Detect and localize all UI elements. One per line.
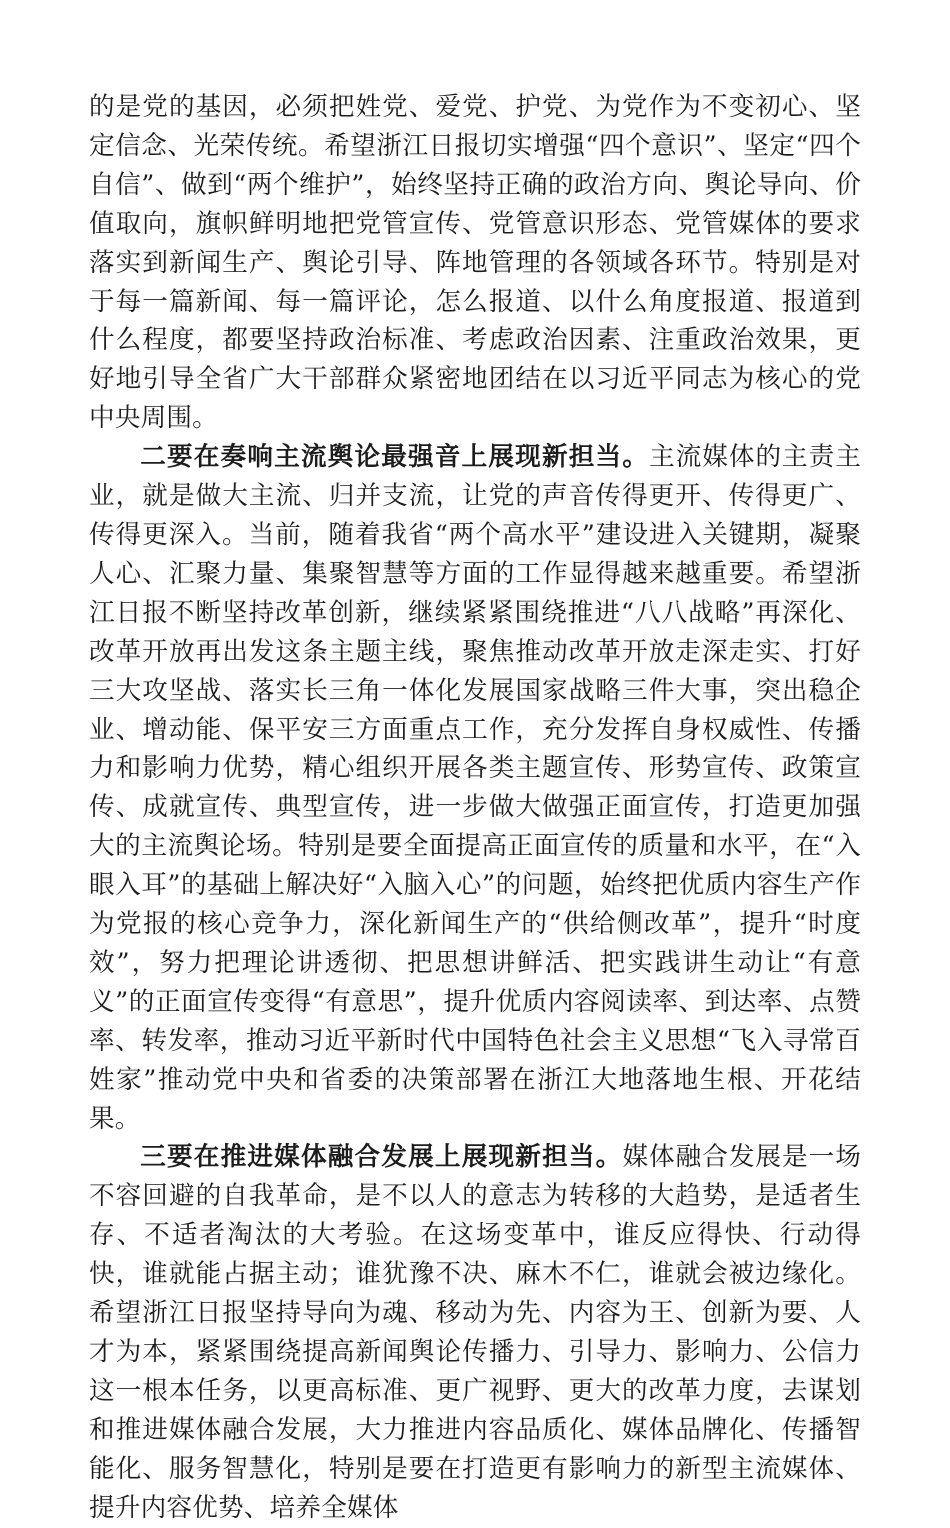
paragraph-2-lead: 二要在奏响主流舆论最强音上展现新担当。 [140, 442, 650, 473]
paragraph-2-body: 主流媒体的主责主业，就是做大主流、归并支流，让党的声音传得更开、传得更广、传得更深入。当前，随着我省“两个高水平”建设进入关键期，凝聚人心、汇聚力量、集聚智慧等方面的工作显得越来越重要。希望浙江日报不断坚持改革创新，继续紧紧围绕推进“八八战略”再深化、改革开放再出发这条主题主线，聚焦推动改革开放走深走实、打好三大攻坚战、落实长三角一体化发展国家战略三件大事，突出稳企业、增动能、保平安三方面重点工作，充分发挥自身权威性、传播力和影响力优势，精心组织开展各类主题宣传、形势宣传、政策宣传、成就宣传、典型宣传，进一步做大做强正面宣传，打造更加强大的主流舆论场。特别是要全面提高正面宣传的质量和水平，在“入眼入耳”的基础上解决好“入脑入心”的问题，始终把优质内容生产作为党报的核心竞争力，深化新闻生产的“供给侧改革”，提升“时度效”，努力把理论讲透彻、把思想讲鲜活、把实践讲生动让“有意义”的正面宣传变得“有意思”，提升优质内容阅读率、到达率、点赞率、转发率，推动习近平新时代中国特色社会主义思想“飞入寻常百姓家”推动党中央和省委的决策部署在浙江大地落地生根、开花结果。 [89, 442, 861, 1134]
paragraph-3-lead: 三要在推进媒体融合发展上展现新担当。 [140, 1142, 623, 1173]
paragraph-3-body: 媒体融合发展是一场不容回避的自我革命，是不以人的意志为转移的大趋势，是适者生存、不适者淘汰的大考验。在这场变革中，谁反应得快、行动得快，谁就能占据主动；谁犹豫不决、麻木不仁，谁就会被边缘化。希望浙江日报坚持导向为魂、移动为先、内容为王、创新为要、人才为本，紧紧围绕提高新闻舆论传播力、引导力、影响力、公信力这一根本任务，以更高标准、更广视野、更大的改革力度，去谋划和推进媒体融合发展，大力推进内容品质化、媒体品牌化、传播智能化、服务智慧化，特别是要在打造更有影响力的新型主流媒体、提升内容优势、培养全媒体 [89, 1142, 861, 1523]
paragraph-3 [89, 1138, 861, 1527]
paragraph-2 [89, 438, 861, 1138]
paragraph-1 [89, 88, 861, 438]
document-text-block [89, 88, 861, 1528]
paragraph-1-body: 的是党的基因，必须把姓党、爱党、护党、为党作为不变初心、坚定信念、光荣传统。希望浙江日报切实增强“四个意识”、坚定“四个自信”、做到“两个维护”，始终坚持正确的政治方向、舆论导向、价值取向，旗帜鲜明地把党管宣传、党管意识形态、党管媒体的要求落实到新闻生产、舆论引导、阵地管理的各领域各环节。特别是对于每一篇新闻、每一篇评论，怎么报道、以什么角度报道、报道到什么程度，都要坚持政治标准、考虑政治因素、注重政治效果，更好地引导全省广大干部群众紧密地团结在以习近平同志为核心的党中央周围。 [89, 92, 861, 434]
